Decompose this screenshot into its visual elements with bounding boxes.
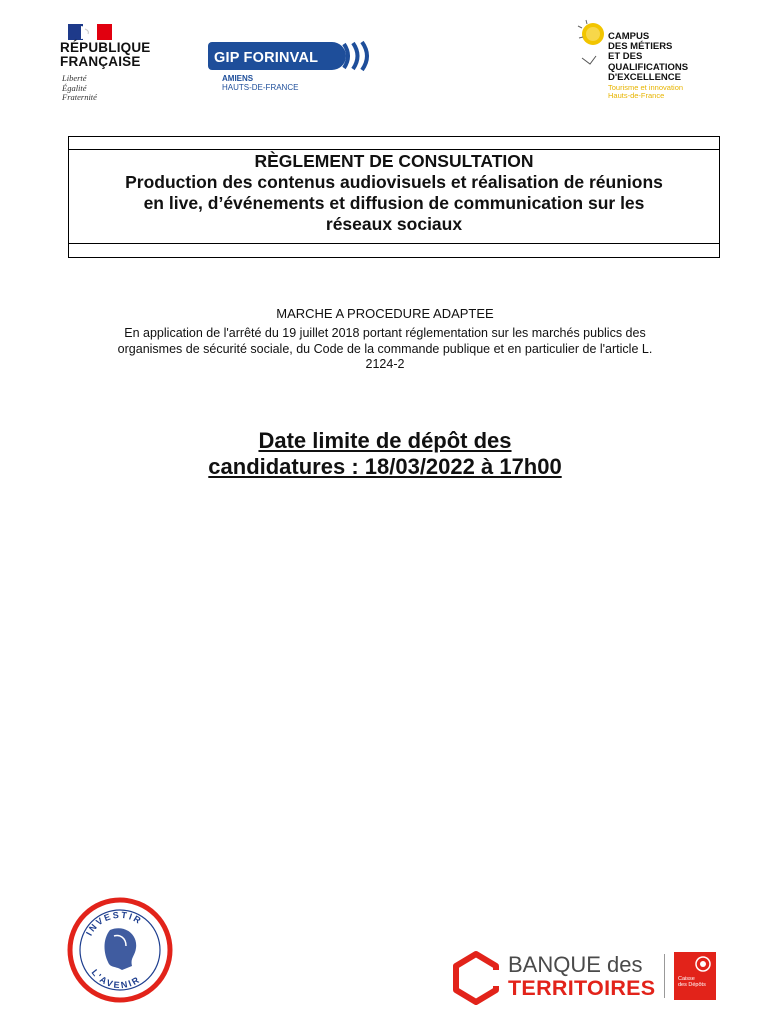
bdt-line2: TERRITOIRES xyxy=(508,976,656,1000)
bdt-line1: BANQUE des xyxy=(508,952,643,977)
title-line: Production des contenus audiovisuels et réalisation de réunions xyxy=(125,172,663,192)
submission-deadline xyxy=(60,428,710,480)
legal-line: organismes de sécurité sociale, du Code de la commande publique et en particulier de l'article L. xyxy=(117,341,653,356)
cdc-line: Caisse xyxy=(678,976,695,982)
signal-arcs-icon xyxy=(338,40,374,72)
campus-title xyxy=(608,32,688,83)
rf-name xyxy=(60,41,151,69)
investir-avenir-emblem-icon xyxy=(66,896,174,1004)
gip-badge xyxy=(208,42,346,70)
hexagon-icon xyxy=(448,950,504,1006)
rf-motto-line: Égalité xyxy=(62,82,87,93)
deadline-line: Date limite de dépôt des xyxy=(258,428,512,453)
banque-des-territoires-logo xyxy=(446,944,722,1008)
campus-line: CAMPUS xyxy=(608,31,650,42)
campus-excellence-logo xyxy=(576,18,726,108)
rf-name-line: RÉPUBLIQUE xyxy=(60,40,151,55)
campus-line: ET DES xyxy=(608,51,643,63)
campus-subtitle-line: Tourisme et innovation xyxy=(608,83,684,92)
title-line: réseaux sociaux xyxy=(325,214,463,234)
gip-name: GIP FORINVAL xyxy=(214,50,319,66)
investir-avenir-logo xyxy=(66,896,174,1004)
legal-line: 2124-2 xyxy=(365,357,405,371)
title-box xyxy=(68,136,720,258)
svg-text:INVESTIR: INVESTIR xyxy=(83,909,145,938)
campus-line: QUALIFICATIONS xyxy=(608,61,689,73)
campus-lightbulb-icon xyxy=(576,18,612,70)
title-box-rule xyxy=(69,149,719,150)
procedure-legal-text xyxy=(60,326,710,373)
rf-name-line: FRANÇAISE xyxy=(60,54,141,69)
legal-line: En application de l'arrêté du 19 juillet 2018 portant réglementation sur les marchés publics des xyxy=(124,326,646,340)
rf-motto-line: Fraternité xyxy=(62,92,97,102)
gip-region: HAUTS-DE-FRANCE xyxy=(222,83,299,92)
rf-motto xyxy=(62,74,97,103)
bdt-separator xyxy=(664,954,665,998)
procedure-section xyxy=(60,306,710,373)
rf-motto-line: Liberté xyxy=(62,73,87,83)
cdc-text xyxy=(678,976,706,988)
campus-line: D'EXCELLENCE xyxy=(608,71,681,83)
svg-text:L'AVENIR: L'AVENIR xyxy=(89,967,143,991)
campus-subtitle xyxy=(608,84,683,100)
deadline-line: candidatures : 18/03/2022 à 17h00 xyxy=(208,454,562,479)
campus-subtitle-line: Hauts-de-France xyxy=(608,91,665,101)
title-line: en live, d’événements et diffusion de communication sur les xyxy=(143,193,645,213)
republique-francaise-logo xyxy=(60,20,170,105)
campus-line: DES MÉTIERS xyxy=(608,41,673,53)
procedure-type: MARCHE A PROCEDURE ADAPTEE xyxy=(276,306,494,321)
gip-forinval-logo xyxy=(208,40,373,100)
document-title xyxy=(69,151,719,235)
title-box-rule xyxy=(69,243,719,244)
marianne-flag-icon xyxy=(68,24,112,40)
cdc-line: des Dépôts xyxy=(678,982,706,989)
caisse-des-depots-badge xyxy=(674,952,716,1000)
gip-city: AMIENS xyxy=(222,74,254,83)
cdc-emblem-icon xyxy=(694,955,712,973)
title-line: RÈGLEMENT DE CONSULTATION xyxy=(254,151,534,171)
